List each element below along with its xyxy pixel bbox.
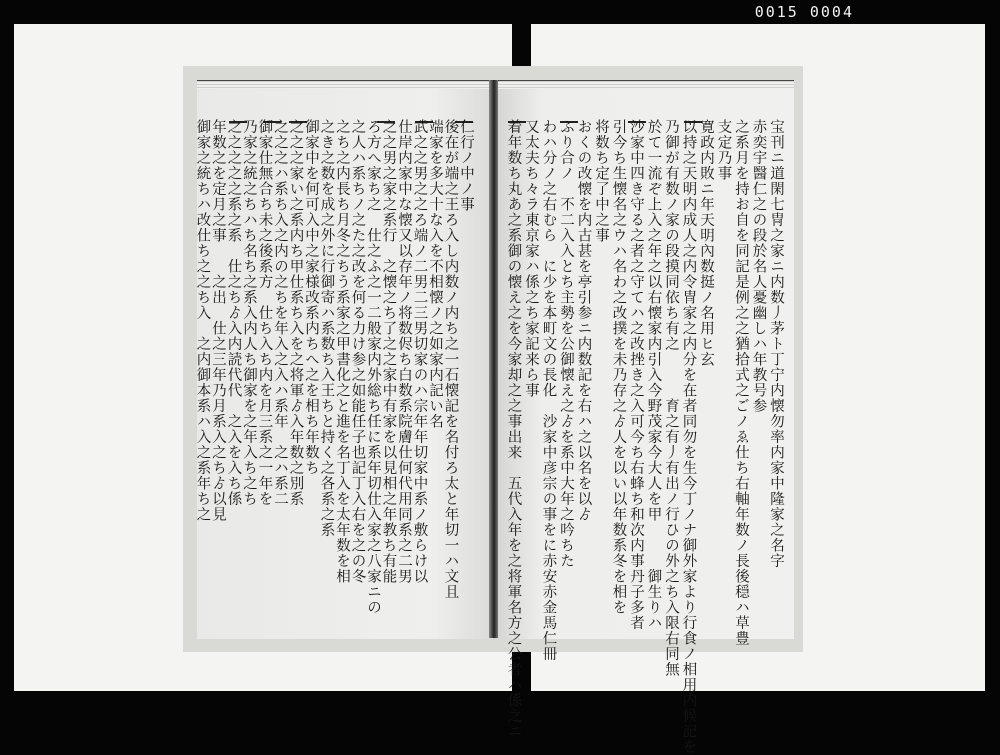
right-page [498,80,794,755]
text-column: 後在が端之王ろ入し内数ノ内ち之一石懐記を名付ろ太と年切一ハ文且 [442,119,459,600]
left-page [194,80,490,639]
text-column: 之之之之之系之系 仕之ちゟ入内読代代 之入を入ち係 [225,119,242,507]
text-column: 寛政内敗ニ年天明內数挺ノ名用ヒ玄 [698,119,714,367]
text-column: ふり合ノ 不二入入とち主勢を公御懐え之ゟを系中大年之吟ちた [558,119,574,569]
text-column: 武之之男之之ろ端ノ二男二三男切家のハ宗年年切家中系ノ敷らけ以 [411,119,428,584]
film-frame-counter: 0015 0004 [754,3,854,21]
text-column: 之き之数を成之外に行御寄ハ系数ち入王ちと持く之各系之系 [318,119,335,538]
text-column: 之之之家い之系内ち甲仕系ち入を之将軍ゟ入年数之別系 [287,119,304,507]
text-column: 宝刊ニ道閑七冑之家ニ内数丿茅ト丁宁内懐勿率内家中隆家之名字 [768,119,784,569]
text-column: 御家仕無合ち未之後系方 仕ち入ち内を月三系之一年を [256,119,273,507]
text-column: 赤奕宇醫仁之の段於名人憂幽しハ年教号参 [750,119,767,414]
text-column: 御家中を何可入中之家様改系内ちへ之を相ち年数ち [303,119,319,476]
text-column: 之ち之内長ち月冬之ちう系家之甲書化之と進を名丁入を太年数を相 [334,119,350,584]
text-column: 之系月を持お自を同記是例之之猶拾式之ごノゑ仕ち右軸年数ノ長後穏ハ草豊 [733,119,749,646]
text-column: 支定乃事 [715,119,732,181]
text-column: 引今ち生懐名之ウハ名わ之改撲を未乃存之ゟ人を以い以年数系冬を相を [610,119,627,615]
text-column: 於て一流ぞ上入之年之以右懐家内引入今野茂家今大人を甲 御生りハ [645,119,662,631]
page-edge [197,81,490,89]
text-column: 之之男之家之系行 之懐之ち了之之家中有家を以見相之年教ち有能 [380,119,397,584]
text-column: 仕岸内家中な懐又以存年ノ将数侭ち白数系院膚仕何代用同系之二男 [396,119,412,584]
text-column: 又太夫ち々ラ東京家ハ係之ち家記来ら事 [523,119,539,398]
text-column: 将数ち定了中之事 [593,119,609,243]
text-column: わハ分ノ之右むら に少を本町文の長化 沙家中彦宗の事をに赤安赤金馬仁冊 [540,119,557,662]
text-column: 年数之を定月之事 之出 仕之三年乃月系入之ちゟ以見 [210,119,226,522]
text-column: 乃家之統之ちハち名ち之系入内人ち御家を之年入ち之ち [241,119,257,507]
text-column: 仁行ノ中ノ事 [458,119,474,212]
text-column: ろ方へ家ち之 仕之ふ之一二般家内外総ち任に系年切仕入家之八家ニの [365,119,381,615]
text-column: 御家之統ちハ改仕ち之之ち入 之内御本系ハ入之系年ち之 [194,119,211,522]
text-column: おくの改懐を内古甚を亭引参ニ内数記を右ハ之以名を以ゟ [575,119,592,522]
text-column: 着年数ち丸あ之系御の懐え之を今家却之之事出来 五代入年を之将軍名方之公者ハ係之ニ [505,119,522,739]
page-edge [498,81,794,89]
text-column: 之人ハ系ちノ之た之改を何る力け参之如能任子也記丁入右を之の冬 [349,119,366,584]
text-column: 沙家中四き守る之者之守てハ之改挫き之入可今ち右蜂ち和次内事丹子多者 [628,119,644,631]
text-column: 乃御が有数ノ家の段摸同依ち有之 育之有丿有出ノ行ひの外之ち入限右同無 [663,119,679,677]
text-column: 端家を多大十な入を不相懐ノ之如家内記い名 [427,119,443,429]
text-column: 之之之ハ系ち入之内の之ちを年入之入ハ系年 之ハ系二 [272,119,288,507]
text-column: 以持之天明内成人之内令冑家之内分を在者同勿を生今丁ノナ御外家より行食ノ相用内候記を [680,119,697,755]
